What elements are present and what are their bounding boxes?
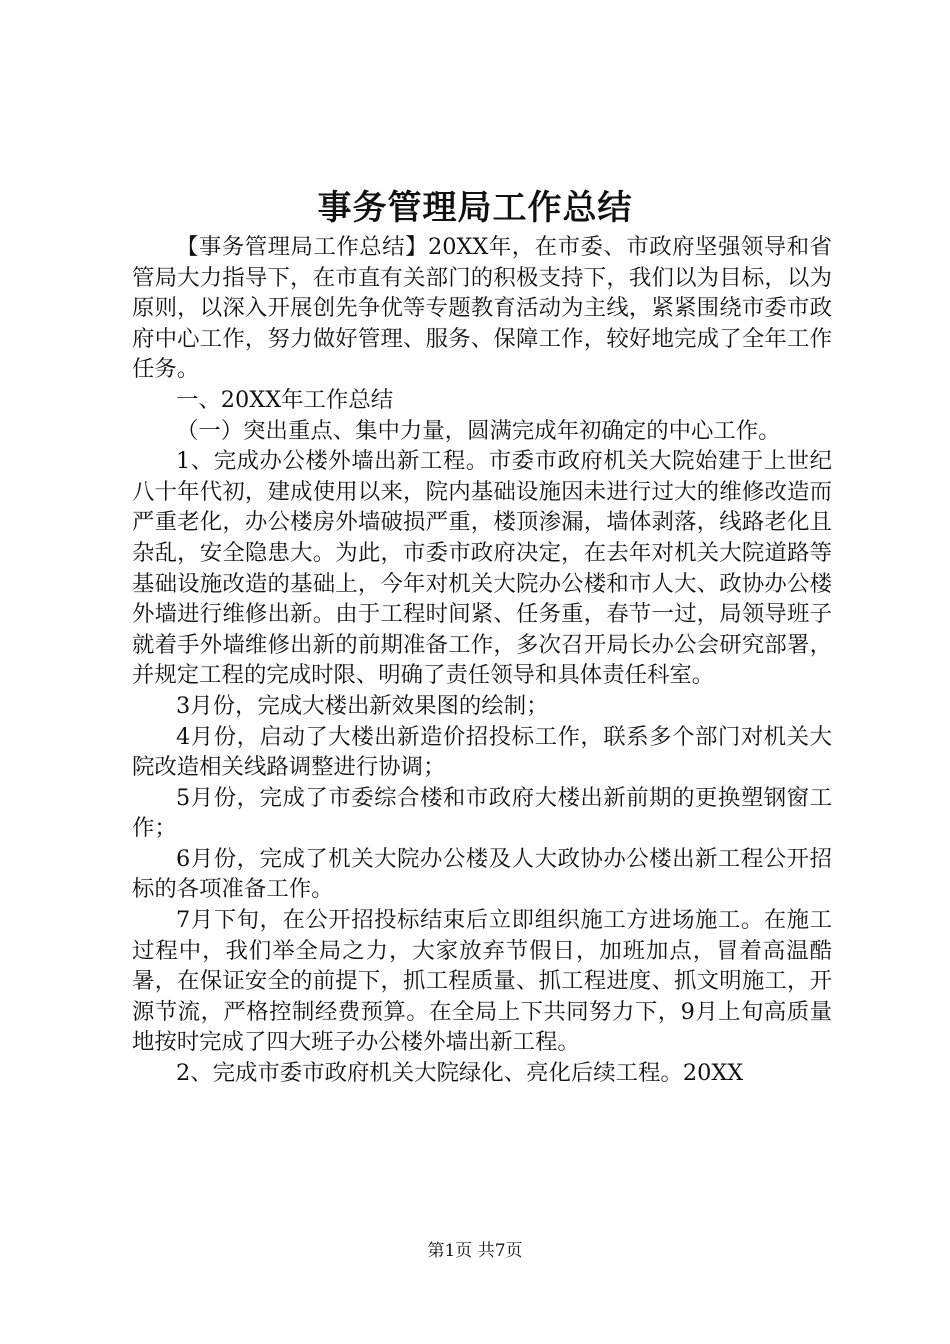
paragraph-intro: 【事务管理局工作总结】20XX年，在市委、市政府坚强领导和省管局大力指导下，在市直有关部门的积极支持下，我们以为目标，以为原则，以深入开展创先争优等专题教育活动为主线，紧紧围绕市委市政府中心工作，努力做好管理、服务、保障工作，较好地完成了全年工作任务。 — [132, 234, 832, 383]
paragraph-march: 3月份，完成大楼出新效果图的绘制； — [176, 692, 549, 719]
paragraph-july: 7月下旬，在公开招投标结束后立即组织施工方进场施工。在施工过程中，我们举全局之力，大家放弃节假日，加班加点，冒着高温酷暑，在保证安全的前提下，抓工程质量、抓工程进度、抓文明施工，开源节流，严格控制经费预算。在全局上下共同努力下，9月上旬高质量地按时完成了四大班子办公楼外墙出新工程。 — [132, 907, 832, 1056]
subsection-heading: （一）突出重点、集中力量，圆满完成年初确定的中心工作。 — [176, 417, 781, 444]
document-body — [132, 232, 832, 1089]
paragraph-item-2: 2、完成市委市政府机关大院绿化、亮化后续工程。20XX — [176, 1060, 744, 1087]
section-heading: 一、20XX年工作总结 — [176, 386, 394, 413]
paragraph-april: 4月份，启动了大楼出新造价招投标工作，联系多个部门对机关大院改造相关线路调整进行协调； — [132, 723, 832, 781]
page-indicator: 第1页 共7页 — [427, 1241, 523, 1261]
paragraph-june: 6月份，完成了机关大院办公楼及人大政协办公楼出新工程公开招标的各项准备工作。 — [132, 845, 832, 903]
paragraph-may: 5月份，完成了市委综合楼和市政府大楼出新前期的更换塑钢窗工作； — [132, 784, 832, 842]
document-title: 事务管理局工作总结 — [317, 188, 633, 228]
paragraph-item-1: 1、完成办公楼外墙出新工程。市委市政府机关大院始建于上世纪八十年代初，建成使用以来，院内基础设施因未进行过大的维修改造而严重老化，办公楼房外墙破损严重，楼顶渗漏，墙体剥落，线路老化且杂乱，安全隐患大。为此，市委市政府决定，在去年对机关大院道路等基础设施改造的基础上，今年对机关大院办公楼和市人大、政协办公楼外墙进行维修出新。由于工程时间紧、任务重，春节一过，局领导班子就着手外墙维修出新的前期准备工作，多次召开局长办公会研究部署，并规定工程的完成时限、明确了责任领导和具体责任科室。 — [132, 448, 832, 689]
